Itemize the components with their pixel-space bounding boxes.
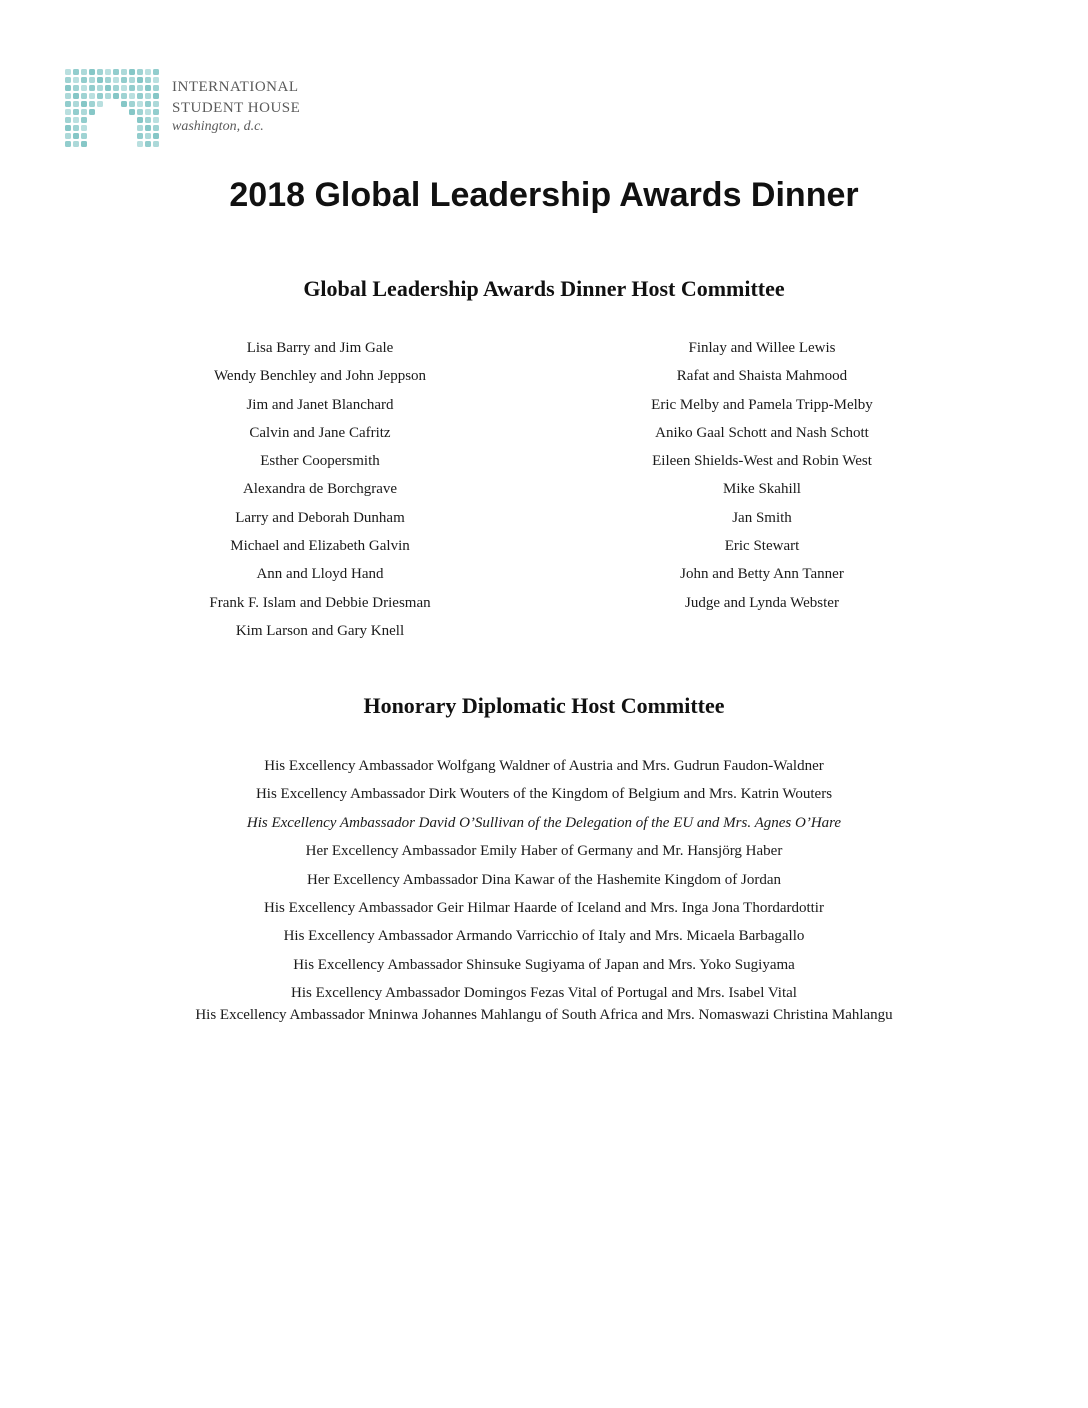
logo-tile: [153, 125, 159, 131]
logo-tile: [137, 93, 143, 99]
logo-tile: [121, 93, 127, 99]
logo-tile: [73, 109, 79, 115]
host-committee-left-column: [150, 334, 490, 645]
logo-tile: [73, 69, 79, 75]
logo-tile: [113, 77, 119, 83]
host-name: Michael and Elizabeth Galvin: [230, 538, 410, 555]
logo-tile: [145, 109, 151, 115]
logo-tile: [137, 141, 143, 147]
logo-tile: [137, 125, 143, 131]
logo-tile: [153, 141, 159, 147]
logo-tile: [153, 77, 159, 83]
logo-tile: [145, 133, 151, 139]
logo-tile: [145, 93, 151, 99]
logo-tile: [137, 69, 143, 75]
logo-wordmark: [172, 80, 300, 134]
diplomat-entry: His Excellency Ambassador Domingos Fezas Vital of Portugal and Mrs. Isabel Vital: [291, 985, 797, 1002]
logo-tile: [73, 141, 79, 147]
logo-tile: [129, 85, 135, 91]
logo-tile: [145, 69, 151, 75]
host-name: Jan Smith: [732, 509, 792, 526]
arch-logo-icon: [64, 68, 160, 148]
logo-tile: [81, 77, 87, 83]
logo-tile: [89, 69, 95, 75]
diplomat-entry: His Excellency Ambassador Geir Hilmar Haarde of Iceland and Mrs. Inga Jona Thordardottir: [264, 899, 824, 916]
logo-tile: [89, 77, 95, 83]
logo-tile: [113, 69, 119, 75]
logo-tile: [73, 77, 79, 83]
host-name: Calvin and Jane Cafritz: [249, 424, 391, 441]
host-name: Eric Melby and Pamela Tripp-Melby: [651, 396, 873, 413]
logo-tile: [113, 93, 119, 99]
logo-tile: [81, 117, 87, 123]
logo-tile: [97, 77, 103, 83]
host-name: Jim and Janet Blanchard: [246, 396, 394, 413]
diplomat-entry: Her Excellency Ambassador Dina Kawar of the Hashemite Kingdom of Jordan: [306, 871, 782, 888]
diplomatic-committee-list: [0, 756, 1088, 1034]
logo-tile: [65, 77, 71, 83]
logo-tile: [73, 125, 79, 131]
logo-tile: [89, 109, 95, 115]
logo-tile: [89, 85, 95, 91]
host-name: Eileen Shields-West and Robin West: [652, 453, 872, 470]
logo-tile: [153, 109, 159, 115]
diplomat-entry: His Excellency Ambassador Shinsuke Sugiyama of Japan and Mrs. Yoko Sugiyama: [293, 956, 795, 973]
logo-tile: [129, 93, 135, 99]
logo-tile: [65, 133, 71, 139]
logo-line-student-house: STUDENT HOUSE: [172, 100, 301, 116]
logo-tile: [97, 101, 103, 107]
logo-tile: [113, 85, 119, 91]
logo-tile: [81, 101, 87, 107]
host-name: Aniko Gaal Schott and Nash Schott: [655, 424, 869, 441]
logo-tile: [137, 77, 143, 83]
logo-tile: [105, 93, 111, 99]
logo-tile: [137, 109, 143, 115]
logo-tile: [121, 101, 127, 107]
logo-tile: [153, 93, 159, 99]
logo-tile: [145, 141, 151, 147]
logo-line-international: INTERNATIONAL: [172, 79, 299, 95]
host-name: Esther Coopersmith: [260, 453, 380, 470]
logo-tile: [65, 93, 71, 99]
host-name: Wendy Benchley and John Jeppson: [213, 368, 427, 385]
logo-tile: [153, 133, 159, 139]
organization-logo: [64, 68, 324, 148]
logo-tile: [105, 85, 111, 91]
logo-tile: [89, 101, 95, 107]
logo-tile: [65, 117, 71, 123]
host-committee-right-column: [592, 334, 932, 617]
page-title: 2018 Global Leadership Awards Dinner: [229, 176, 859, 214]
logo-tile: [65, 101, 71, 107]
logo-tile: [145, 77, 151, 83]
logo-tile: [65, 69, 71, 75]
logo-tile: [153, 117, 159, 123]
logo-tile: [65, 85, 71, 91]
host-name: Larry and Deborah Dunham: [235, 509, 405, 526]
host-name: Ann and Lloyd Hand: [256, 566, 384, 583]
logo-tile: [145, 117, 151, 123]
logo-tile: [97, 85, 103, 91]
host-name: Eric Stewart: [724, 538, 800, 555]
logo-tile: [81, 85, 87, 91]
logo-tile: [81, 93, 87, 99]
logo-tile: [121, 85, 127, 91]
logo-tile: [81, 109, 87, 115]
logo-tile: [153, 101, 159, 107]
logo-tile: [73, 133, 79, 139]
logo-tile: [97, 69, 103, 75]
logo-tile: [105, 77, 111, 83]
logo-tile: [81, 133, 87, 139]
logo-tile: [121, 69, 127, 75]
diplomat-entry: His Excellency Ambassador Dirk Wouters of the Kingdom of Belgium and Mrs. Katrin Wouters: [255, 786, 833, 803]
logo-tile: [65, 109, 71, 115]
logo-tile: [153, 69, 159, 75]
host-name: Judge and Lynda Webster: [685, 594, 839, 611]
host-name: John and Betty Ann Tanner: [680, 566, 844, 583]
logo-tile: [65, 125, 71, 131]
logo-tile: [105, 69, 111, 75]
logo-tile: [129, 69, 135, 75]
logo-tile: [145, 101, 151, 107]
logo-tile: [129, 101, 135, 107]
host-name: Kim Larson and Gary Knell: [235, 622, 405, 639]
logo-tile: [145, 85, 151, 91]
logo-tile: [97, 93, 103, 99]
logo-tile: [145, 125, 151, 131]
logo-tile: [137, 117, 143, 123]
diplomat-entry: His Excellency Ambassador Armando Varricchio of Italy and Mrs. Micaela Barbagallo: [283, 928, 805, 945]
host-committee-heading: Global Leadership Awards Dinner Host Committee: [303, 276, 785, 301]
logo-tile: [73, 117, 79, 123]
logo-tile: [81, 141, 87, 147]
logo-tile: [137, 133, 143, 139]
logo-tile: [73, 85, 79, 91]
logo-tile: [137, 85, 143, 91]
host-name: Finlay and Willee Lewis: [688, 340, 836, 356]
diplomatic-committee-heading: Honorary Diplomatic Host Committee: [363, 693, 725, 718]
logo-tile: [89, 93, 95, 99]
host-name: Rafat and Shaista Mahmood: [676, 368, 848, 385]
logo-tile: [81, 69, 87, 75]
logo-tile: [73, 93, 79, 99]
logo-tile: [65, 141, 71, 147]
logo-tile: [129, 77, 135, 83]
host-name: Lisa Barry and Jim Gale: [246, 340, 394, 356]
logo-tile: [121, 77, 127, 83]
logo-tile: [73, 101, 79, 107]
diplomat-entry: His Excellency Ambassador David O’Sullivan of the Delegation of the EU and Mrs. Agnes O’Hare: [246, 814, 842, 831]
host-name: Mike Skahill: [723, 481, 801, 498]
diplomat-entry: Her Excellency Ambassador Emily Haber of Germany and Mr. Hansjörg Haber: [305, 843, 783, 860]
diplomat-entry: His Excellency Ambassador Mninwa Johannes Mahlangu of South Africa and Mrs. Nomaswazi Christina Mahlangu: [195, 1007, 893, 1024]
logo-tile: [153, 85, 159, 91]
host-name: Alexandra de Borchgrave: [242, 481, 398, 498]
logo-tile: [129, 109, 135, 115]
host-name: Frank F. Islam and Debbie Driesman: [209, 594, 431, 611]
logo-line-location: washington, d.c.: [172, 119, 264, 134]
diplomat-entry: His Excellency Ambassador Wolfgang Waldner of Austria and Mrs. Gudrun Faudon-Waldner: [264, 758, 824, 774]
logo-tile: [137, 101, 143, 107]
logo-tile: [81, 125, 87, 131]
